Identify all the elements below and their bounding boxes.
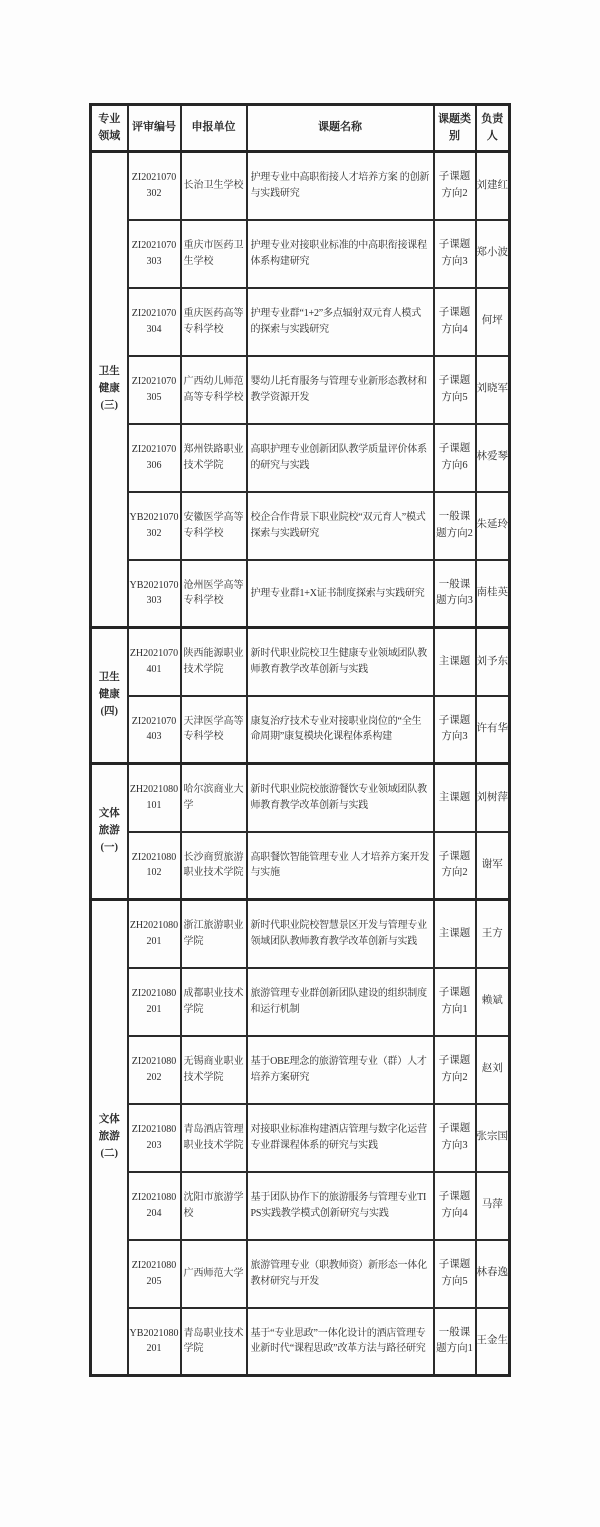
header-unit: 申报单位 — [181, 105, 247, 152]
leader-cell: 赖斌 — [476, 968, 510, 1036]
review-id-prefix: ZI2021070 — [131, 715, 177, 727]
unit-cell: 长治卫生学校 — [181, 152, 247, 220]
header-title: 课题名称 — [247, 105, 434, 152]
project-title-cell: 新时代职业院校旅游餐饮专业领域团队教师教育教学改革创新与实践 — [247, 764, 434, 832]
leader-cell: 南桂英 — [476, 560, 510, 628]
table-row — [91, 1036, 510, 1104]
field-group-cell: 卫生健康(三) — [91, 152, 128, 628]
category-cell: 子课题方向3 — [434, 1104, 476, 1172]
field-group-cell: 文体旅游(二) — [91, 900, 128, 1376]
leader-cell: 刘建红 — [476, 152, 510, 220]
category-cell: 主课题 — [434, 628, 476, 696]
review-id-prefix: ZI2021070 — [131, 376, 177, 387]
unit-cell: 哈尔滨商业大学 — [181, 764, 247, 832]
review-id-cell — [128, 764, 181, 832]
project-title-cell: 旅游管理专业群创新团队建设的组织制度和运行机制 — [247, 968, 434, 1036]
review-id-suffix: 401 — [146, 663, 162, 675]
review-id-cell — [128, 832, 181, 900]
review-id-suffix: 202 — [146, 1071, 162, 1083]
review-id-suffix: 302 — [146, 187, 162, 199]
table-row — [91, 1240, 510, 1308]
project-title-cell: 基于团队协作下的旅游服务与管理专业TIPS实践教学模式创新研究与实践 — [247, 1172, 434, 1240]
unit-cell: 广西幼儿师范高等专科学校 — [181, 356, 247, 424]
project-title-cell: 对接职业标准构建酒店管理与数字化运营专业群课程体系的研究与实践 — [247, 1104, 434, 1172]
review-id-prefix: ZI2021080 — [131, 1056, 177, 1067]
table-row — [91, 628, 510, 696]
review-id-cell — [128, 1172, 181, 1240]
review-id-cell — [128, 696, 181, 764]
unit-cell: 沈阳市旅游学校 — [181, 1172, 247, 1240]
leader-cell: 王金生 — [476, 1308, 510, 1376]
project-title-cell: 基于“专业思政”一体化设计的酒店管理专业新时代“课程思政”改革方法与路径研究 — [247, 1308, 434, 1376]
table-row — [91, 356, 510, 424]
table-row — [91, 1104, 510, 1172]
review-id-cell — [128, 1036, 181, 1104]
leader-cell: 赵刘 — [476, 1036, 510, 1104]
category-cell: 子课题方向4 — [434, 288, 476, 356]
project-review-table — [89, 103, 511, 1377]
review-id-suffix: 205 — [146, 1275, 162, 1287]
category-cell: 主课题 — [434, 764, 476, 832]
review-id-cell — [128, 220, 181, 288]
review-id-cell — [128, 424, 181, 492]
unit-cell: 广西师范大学 — [181, 1240, 247, 1308]
field-group-cell: 文体旅游(一) — [91, 764, 128, 900]
table-row — [91, 492, 510, 560]
review-id-prefix: YB2021070 — [129, 579, 179, 591]
unit-cell: 郑州铁路职业技术学院 — [181, 424, 247, 492]
leader-cell: 王方 — [476, 900, 510, 968]
project-title-cell: 高职护理专业创新团队教学质量评价体系的研究与实践 — [247, 424, 434, 492]
unit-cell: 天津医学高等专科学校 — [181, 696, 247, 764]
review-id-cell — [128, 356, 181, 424]
header-category: 课题类别 — [434, 105, 476, 152]
category-cell: 子课题方向3 — [434, 220, 476, 288]
header-review-id: 评审编号 — [128, 105, 181, 152]
category-cell: 一般课题方向1 — [434, 1308, 476, 1376]
review-id-suffix: 303 — [146, 595, 162, 607]
review-id-prefix: ZI2021070 — [131, 444, 177, 455]
review-id-prefix: ZH2021080 — [129, 920, 179, 932]
unit-cell: 陕西能源职业技术学院 — [181, 628, 247, 696]
category-cell: 子课题方向5 — [434, 356, 476, 424]
category-cell: 子课题方向4 — [434, 1172, 476, 1240]
table-row — [91, 696, 510, 764]
review-id-cell — [128, 1104, 181, 1172]
review-id-cell — [128, 492, 181, 560]
category-cell: 子课题方向2 — [434, 1036, 476, 1104]
review-id-cell — [128, 560, 181, 628]
leader-cell: 谢军 — [476, 832, 510, 900]
review-id-suffix: 201 — [146, 935, 162, 947]
review-id-cell — [128, 152, 181, 220]
review-id-cell — [128, 1240, 181, 1308]
review-id-suffix: 302 — [146, 527, 162, 539]
table-row — [91, 560, 510, 628]
project-title-cell: 护理专业群“1+2”多点辐射双元育人模式的探索与实践研究 — [247, 288, 434, 356]
leader-cell: 刘晓军 — [476, 356, 510, 424]
leader-cell: 张宗国 — [476, 1104, 510, 1172]
header-row — [91, 105, 510, 152]
table-row — [91, 764, 510, 832]
review-id-cell — [128, 288, 181, 356]
review-id-prefix: ZI2021080 — [131, 851, 177, 863]
table-row — [91, 424, 510, 492]
review-id-suffix: 201 — [146, 1343, 162, 1355]
category-cell: 一般课题方向2 — [434, 492, 476, 560]
project-title-cell: 婴幼儿托育服务与管理专业新形态教材和教学资源开发 — [247, 356, 434, 424]
review-id-suffix: 306 — [146, 459, 162, 471]
unit-cell: 安徽医学高等专科学校 — [181, 492, 247, 560]
review-id-prefix: ZH2021070 — [129, 648, 179, 660]
leader-cell: 马萍 — [476, 1172, 510, 1240]
project-title-cell: 基于OBE理念的旅游管理专业（群）人才培养方案研究 — [247, 1036, 434, 1104]
project-title-cell: 护理专业对接职业标准的中高职衔接课程体系构建研究 — [247, 220, 434, 288]
review-id-suffix: 201 — [146, 1003, 162, 1015]
project-title-cell: 护理专业中高职衔接人才培养方案 的创新与实践研究 — [247, 152, 434, 220]
table-body — [91, 152, 510, 1376]
table-row — [91, 968, 510, 1036]
header-field: 专业领域 — [91, 105, 128, 152]
project-title-cell: 新时代职业院校智慧景区开发与管理专业领域团队教师教育教学改革创新与实践 — [247, 900, 434, 968]
review-id-prefix: ZI2021080 — [131, 1260, 177, 1271]
category-cell: 子课题方向3 — [434, 696, 476, 764]
project-title-cell: 高职餐饮智能管理专业 人才培养方案开发与实施 — [247, 832, 434, 900]
unit-cell: 沧州医学高等专科学校 — [181, 560, 247, 628]
review-id-suffix: 102 — [146, 867, 162, 879]
review-id-prefix: ZI2021080 — [131, 1192, 177, 1203]
project-title-cell: 新时代职业院校卫生健康专业领域团队教师教育教学改革创新与实践 — [247, 628, 434, 696]
review-id-suffix: 101 — [146, 799, 162, 811]
category-cell: 子课题方向2 — [434, 832, 476, 900]
unit-cell: 重庆医药高等专科学校 — [181, 288, 247, 356]
unit-cell: 青岛酒店管理职业技术学院 — [181, 1104, 247, 1172]
project-title-cell: 旅游管理专业（职教师资）新形态一体化教材研究与开发 — [247, 1240, 434, 1308]
table-header — [91, 105, 510, 152]
review-id-suffix: 305 — [146, 391, 162, 403]
review-id-suffix: 403 — [146, 731, 162, 743]
table-row — [91, 832, 510, 900]
leader-cell: 朱延玲 — [476, 492, 510, 560]
category-cell: 主课题 — [434, 900, 476, 968]
table-row — [91, 1172, 510, 1240]
review-id-prefix: ZI2021080 — [131, 988, 177, 999]
leader-cell: 何坪 — [476, 288, 510, 356]
category-cell: 子课题方向1 — [434, 968, 476, 1036]
unit-cell: 成都职业技术学院 — [181, 968, 247, 1036]
review-id-cell — [128, 1308, 181, 1376]
field-group-cell: 卫生健康(四) — [91, 628, 128, 764]
table-row — [91, 220, 510, 288]
review-id-prefix: YB2021070 — [129, 512, 179, 523]
review-id-cell — [128, 900, 181, 968]
review-id-suffix: 304 — [146, 323, 162, 335]
table-row — [91, 1308, 510, 1376]
unit-cell: 重庆市医药卫生学校 — [181, 220, 247, 288]
table-row — [91, 288, 510, 356]
leader-cell: 郑小波 — [476, 220, 510, 288]
category-cell: 子课题方向6 — [434, 424, 476, 492]
review-id-prefix: ZI2021070 — [131, 172, 177, 184]
category-cell: 子课题方向2 — [434, 152, 476, 220]
category-cell: 一般课题方向3 — [434, 560, 476, 628]
project-title-cell: 校企合作背景下职业院校“双元育人”模式探索与实践研究 — [247, 492, 434, 560]
table-row — [91, 152, 510, 220]
unit-cell: 无锡商业职业技术学院 — [181, 1036, 247, 1104]
leader-cell: 刘树萍 — [476, 764, 510, 832]
leader-cell: 许有华 — [476, 696, 510, 764]
leader-cell: 林爱琴 — [476, 424, 510, 492]
review-id-prefix: ZH2021080 — [129, 784, 179, 796]
header-leader: 负责人 — [476, 105, 510, 152]
project-title-cell: 康复治疗技术专业对接职业岗位的“全生命周期”康复模块化课程体系构建 — [247, 696, 434, 764]
project-title-cell: 护理专业群1+X证书制度探索与实践研究 — [247, 560, 434, 628]
review-id-cell — [128, 628, 181, 696]
review-id-suffix: 204 — [146, 1207, 162, 1219]
leader-cell: 刘予东 — [476, 628, 510, 696]
review-id-prefix: ZI2021070 — [131, 308, 177, 319]
table-row — [91, 900, 510, 968]
leader-cell: 林春逸 — [476, 1240, 510, 1308]
review-id-prefix: YB2021080 — [129, 1327, 179, 1339]
unit-cell: 浙江旅游职业学院 — [181, 900, 247, 968]
review-id-prefix: ZI2021070 — [131, 240, 177, 251]
review-id-suffix: 303 — [146, 255, 162, 267]
table-sheet — [89, 103, 511, 1377]
review-id-cell — [128, 968, 181, 1036]
review-id-prefix: ZI2021080 — [131, 1124, 177, 1135]
unit-cell: 青岛职业技术学院 — [181, 1308, 247, 1376]
review-id-suffix: 203 — [146, 1139, 162, 1151]
unit-cell: 长沙商贸旅游职业技术学院 — [181, 832, 247, 900]
category-cell: 子课题方向5 — [434, 1240, 476, 1308]
